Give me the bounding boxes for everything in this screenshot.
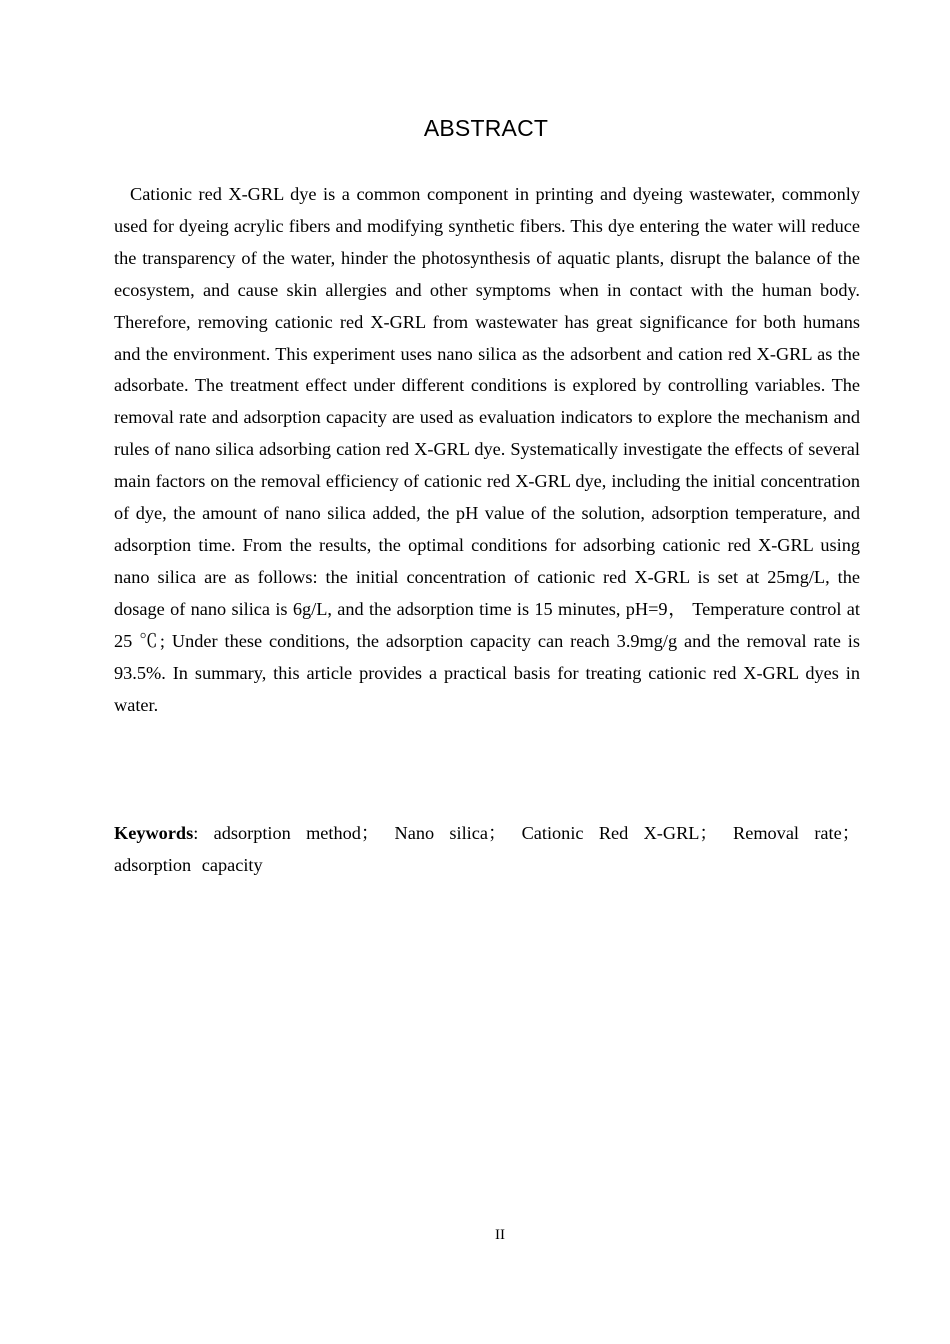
abstract-body: Cationic red X-GRL dye is a common component in printing and dyeing wastewater, commonly used for dyeing acrylic fibers and modifying synthetic fibers. This dye entering the water will reduce the transparency of the water, hinder the photosynthesis of aquatic plants, disrupt the balance of the ecosystem, and cause skin allergies and other symptoms when in contact with the human body. Therefore, removing cationic red X-GRL from wastewater has great significance for both humans and the environment. This experiment uses nano silica as the adsorbent and cation red X-GRL as the adsorbate. The treatment effect under different conditions is explored by controlling variables. The removal rate and adsorption capacity are used as evaluation indicators to explore the mechanism and rules of nano silica adsorbing cation red X-GRL dye. Systematically investigate the effects of several main factors on the removal efficiency of cationic red X-GRL dye, including the initial concentration of dye, the amount of nano silica added, the pH value of the solution, adsorption temperature, and adsorption time. From the results, the optimal conditions for adsorbing cationic red X-GRL using nano silica are as follows: the initial concentration of cationic red X-GRL is set at 25mg/L, the dosage of nano silica is 6g/L, and the adsorption time is 15 minutes, pH=9， Temperature control at 25 ℃; Under these conditions, the adsorption capacity can reach 3.9mg/g and the removal rate is 93.5%. In summary, this article provides a practical basis for treating cationic red X-GRL dyes in water.: [114, 184, 860, 715]
abstract-title: ABSTRACT: [423, 115, 549, 141]
keywords-label: Keywords: [114, 823, 194, 843]
keywords-text: : adsorption method； Nano silica； Cationic Red X-GRL； Removal rate； adsorption capacity: [114, 823, 860, 875]
page-number: II: [495, 1227, 505, 1243]
keywords-paragraph: [114, 818, 860, 881]
